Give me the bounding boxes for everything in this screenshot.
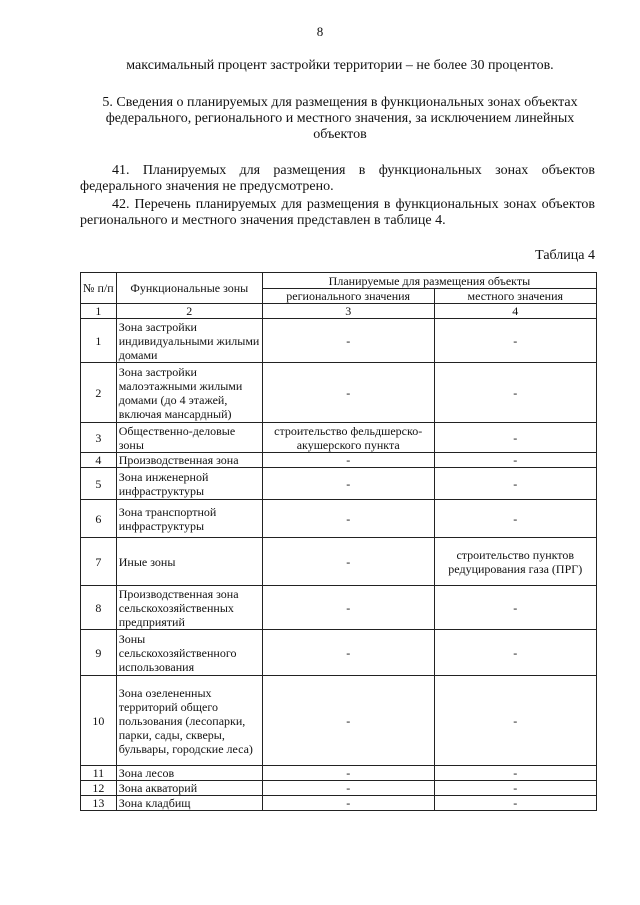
row-regional: строительство фельдшерско-акушерского пункта: [262, 423, 434, 453]
row-regional: -: [262, 538, 434, 586]
section-heading: 5. Сведения о планируемых для размещения в функциональных зонах объектах федерального, регионального и местного значения, за исключением линейных объектов: [102, 95, 578, 142]
table-row: [81, 630, 597, 676]
row-local: -: [434, 781, 596, 796]
header-planned-objects: Планируемые для размещения объекты: [262, 273, 596, 289]
row-local: -: [434, 453, 596, 468]
row-zone: Иные зоны: [116, 538, 262, 586]
row-regional: -: [262, 766, 434, 781]
table-row: [81, 363, 597, 423]
row-zone: Зона озелененных территорий общего пользования (лесопарки, парки, сады, скверы, бульвары, городские леса): [116, 676, 262, 766]
page-number: 8: [316, 24, 324, 39]
row-local: -: [434, 586, 596, 630]
row-num: 2: [81, 363, 117, 423]
row-regional: -: [262, 363, 434, 423]
table-row: [81, 796, 597, 811]
row-regional: -: [262, 319, 434, 363]
row-regional: -: [262, 796, 434, 811]
table-row: [81, 500, 597, 538]
header-local: местного значения: [434, 289, 596, 304]
row-local: -: [434, 676, 596, 766]
row-num: 9: [81, 630, 117, 676]
row-num: 12: [81, 781, 117, 796]
paragraph-42: 42. Перечень планируемых для размещения в функциональных зонах объектов регионального и местного значения представлен в таблице 4.: [80, 197, 595, 228]
header-zone: Функциональные зоны: [116, 273, 262, 304]
row-zone: Зона лесов: [116, 766, 262, 781]
header-num: № п/п: [81, 273, 117, 304]
row-regional: -: [262, 781, 434, 796]
row-zone: Зона акваторий: [116, 781, 262, 796]
row-local: -: [434, 630, 596, 676]
row-local: -: [434, 319, 596, 363]
table-row: [81, 423, 597, 453]
row-local: -: [434, 468, 596, 500]
row-num: 11: [81, 766, 117, 781]
row-zone: Общественно-деловые зоны: [116, 423, 262, 453]
header-regional: регионального значения: [262, 289, 434, 304]
table-row: [81, 453, 597, 468]
row-zone: Зона застройки малоэтажными жилыми домами (до 4 этажей, включая мансардный): [116, 363, 262, 423]
row-zone: Зона застройки индивидуальными жилыми домами: [116, 319, 262, 363]
row-regional: -: [262, 676, 434, 766]
row-regional: -: [262, 453, 434, 468]
table-row: [81, 586, 597, 630]
row-zone: Производственная зона: [116, 453, 262, 468]
row-num: 13: [81, 796, 117, 811]
row-zone: Зона кладбищ: [116, 796, 262, 811]
table-header-row: [81, 273, 597, 289]
numbering-cell: 3: [262, 304, 434, 319]
table-row: [81, 538, 597, 586]
objects-table: [80, 272, 597, 811]
row-local: строительство пунктов редуцирования газа (ПРГ): [434, 538, 596, 586]
row-local: -: [434, 363, 596, 423]
numbering-cell: 1: [81, 304, 117, 319]
row-zone: Зоны сельскохозяйственного использования: [116, 630, 262, 676]
row-num: 10: [81, 676, 117, 766]
table-numbering-row: [81, 304, 597, 319]
row-num: 7: [81, 538, 117, 586]
row-num: 8: [81, 586, 117, 630]
paragraph-building-percent: максимальный процент застройки территории – не более 30 процентов.: [126, 58, 554, 73]
numbering-cell: 2: [116, 304, 262, 319]
table-caption: Таблица 4: [535, 248, 595, 263]
row-regional: -: [262, 468, 434, 500]
row-zone: Производственная зона сельскохозяйственных предприятий: [116, 586, 262, 630]
row-regional: -: [262, 630, 434, 676]
row-local: -: [434, 423, 596, 453]
table-row: [81, 319, 597, 363]
row-num: 3: [81, 423, 117, 453]
table-row: [81, 781, 597, 796]
table-row: [81, 676, 597, 766]
row-num: 1: [81, 319, 117, 363]
table-row: [81, 468, 597, 500]
row-regional: -: [262, 586, 434, 630]
row-zone: Зона инженерной инфраструктуры: [116, 468, 262, 500]
row-num: 4: [81, 453, 117, 468]
numbering-cell: 4: [434, 304, 596, 319]
row-local: -: [434, 796, 596, 811]
row-num: 6: [81, 500, 117, 538]
row-num: 5: [81, 468, 117, 500]
row-zone: Зона транспортной инфраструктуры: [116, 500, 262, 538]
paragraph-41: 41. Планируемых для размещения в функциональных зонах объектов федерального значения не предусмотрено.: [80, 163, 595, 194]
row-regional: -: [262, 500, 434, 538]
table-row: [81, 766, 597, 781]
row-local: -: [434, 766, 596, 781]
row-local: -: [434, 500, 596, 538]
